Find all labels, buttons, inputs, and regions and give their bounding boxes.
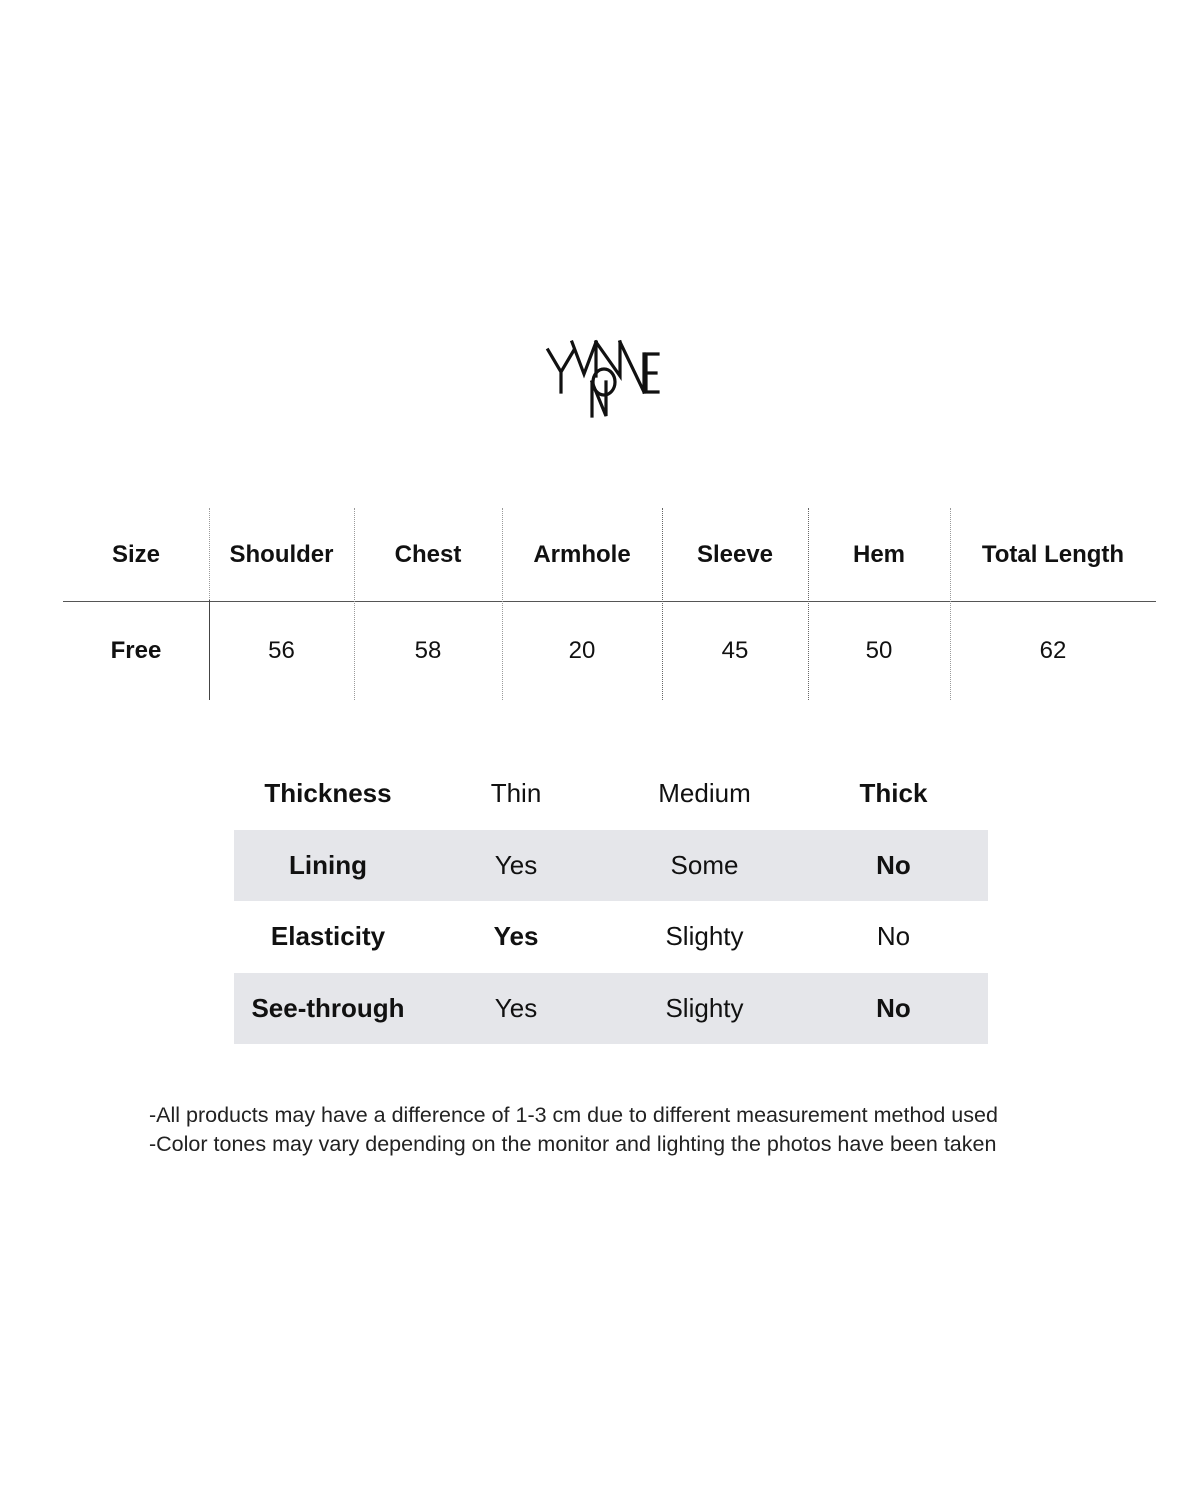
size-value-hem: 50 xyxy=(865,637,893,664)
fabric-option: Yes xyxy=(494,849,538,880)
fabric-option: Thick xyxy=(859,778,928,809)
size-table-first-column-divider xyxy=(209,600,210,700)
fabric-option: Some xyxy=(670,849,739,880)
fabric-row-thickness xyxy=(234,758,988,830)
size-table-column-divider xyxy=(808,508,809,700)
fabric-row-see-through xyxy=(234,973,988,1045)
size-header-shoulder: Shoulder xyxy=(229,541,334,568)
fabric-option: Yes xyxy=(494,992,538,1023)
size-table-column-divider xyxy=(354,508,355,700)
fabric-option: Medium xyxy=(658,778,751,809)
size-value-chest: 58 xyxy=(414,637,442,664)
fabric-properties-table xyxy=(234,758,988,1044)
size-value-size: Free xyxy=(110,637,162,664)
fabric-row-elasticity xyxy=(234,901,988,973)
logo-letter-v xyxy=(572,342,596,374)
note-color: -Color tones may vary depending on the monitor and lighting the photos have been taken xyxy=(149,1132,997,1156)
size-value-shoulder: 56 xyxy=(268,637,295,664)
fabric-option: No xyxy=(876,992,911,1023)
fabric-option: Slighty xyxy=(665,921,744,952)
size-table-column-divider xyxy=(662,508,663,700)
logo-letter-n-stroke xyxy=(620,342,644,392)
size-value-armhole: 20 xyxy=(568,637,596,664)
fabric-label: Elasticity xyxy=(270,921,386,952)
size-table-column-divider xyxy=(950,508,951,700)
size-value-sleeve: 45 xyxy=(721,637,749,664)
brand-logo xyxy=(534,330,684,430)
fabric-row-lining xyxy=(234,830,988,902)
fabric-label: Thickness xyxy=(264,778,392,809)
fabric-option: Slighty xyxy=(665,992,744,1023)
fabric-label: See-through xyxy=(251,992,405,1023)
logo-mark xyxy=(534,330,684,430)
logo-letter-n-lower xyxy=(592,382,606,416)
fabric-label: Lining xyxy=(289,849,367,880)
fabric-option: No xyxy=(876,921,911,952)
size-header-sleeve: Sleeve xyxy=(696,541,774,568)
logo-letter-e xyxy=(646,354,658,392)
fabric-option: Yes xyxy=(493,921,539,952)
fabric-option: Thin xyxy=(490,778,542,809)
size-header-armhole: Armhole xyxy=(533,541,631,568)
size-table-header-divider xyxy=(63,601,1156,602)
size-header-size: Size xyxy=(111,541,161,568)
fabric-option: No xyxy=(876,849,911,880)
note-measurement: -All products may have a difference of 1-3 cm due to different measurement method used xyxy=(149,1103,998,1127)
size-value-total-length: 62 xyxy=(1039,637,1067,664)
size-header-hem: Hem xyxy=(852,541,906,568)
size-table-column-divider xyxy=(502,508,503,700)
size-header-total-length: Total Length xyxy=(981,541,1125,568)
disclaimer-notes xyxy=(149,1101,1109,1159)
size-table xyxy=(63,508,1156,700)
size-header-chest: Chest xyxy=(394,541,462,568)
logo-letter-y xyxy=(548,350,574,392)
